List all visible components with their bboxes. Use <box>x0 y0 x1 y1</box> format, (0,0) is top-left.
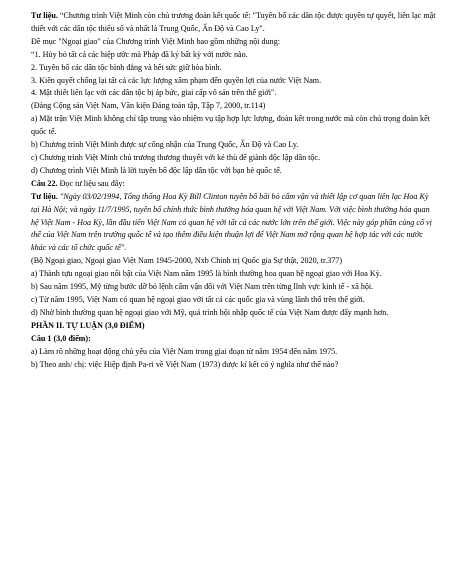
source1-item-4: 4. Mật thiết liên lạc với các dân tộc bị áp bức, giai cấp vô sản trên thế giới". <box>31 88 277 98</box>
source1-option-c: c) Chương trình Việt Minh chủ trương thương thuyết với kẻ thù để giành độc lập dân tộc. <box>31 152 321 162</box>
question22-label: Câu 22. <box>31 178 58 188</box>
source1-text: “Chương trình Việt Minh còn chủ trương đoàn kết quốc tế: "Tuyên bố các dân tộc được quyền tự quyết, liên lạc mật thiết với các dân tộc thiểu số và nhất là Trung Quốc, Ấn Độ và Cao Ly". <box>31 11 436 33</box>
source1-paragraph <box>31 10 436 36</box>
question22-prompt: Đọc tư liệu sau đây: <box>59 178 125 188</box>
question22-source-label: Tư liệu. <box>31 191 58 201</box>
question22-citation: (Bộ Ngoại giao, Ngoại giao Việt Nam 1945-2000, Nxb Chính trị Quốc gia Sự thật, 2020, tr.377) <box>31 256 343 266</box>
part2-question1-item-a: a) Làm rõ những hoạt động chủ yếu của Việt Nam trong giai đoạn từ năm 1954 đến năm 1975. <box>31 347 338 357</box>
source1-label: Tư liệu. <box>31 11 58 20</box>
question22-option-b: b) Sau năm 1995, Mỹ từng bước dỡ bỏ lệnh cấm vận đối với Việt Nam trên từng lĩnh vực kinh tế - xã hội. <box>31 282 374 292</box>
question22-option-c: c) Từ năm 1995, Việt Nam có quan hệ ngoại giao với tất cả các quốc gia và vùng lãnh thổ trên thế giới. <box>31 294 365 304</box>
question22-option-a: a) Thành tựu ngoại giao nổi bật của Việt Nam năm 1995 là bình thường hoa quan hệ ngoại giao với Hoa Kỳ. <box>31 269 382 279</box>
question22-source-paragraph <box>31 191 436 256</box>
question22-quote: "Ngày 03/02/1994, Tổng thống Hoa Kỳ Bill Clinton tuyên bố bãi bỏ cấm vận và thiết lập cơ quan liên lạc Hoa Kỳ tại Hà Nội; và ngày 11/7/1995, tuyên bố chính thức bình thường hóa quan hệ với Việt Nam. Với việc bình thường hóa quan hệ Việt Nam - Hoa Kỳ, lần đầu tiên Việt Nam có quan hệ với tất cả các nước lớn trên thế giới. Việc này góp phần củng cố vị thế của Việt Nam trên trường quốc tế và tạo thêm điều kiện thuận lợi để Việt Nam mở rộng quan hệ hợp tác với các nước khác và các tổ chức quốc tế". <box>31 191 432 253</box>
question22-header <box>31 178 436 191</box>
part2-question1-item-b: b) Theo anh/ chị: việc Hiệp định Pa-ri về Việt Nam (1973) được kí kết có ý nghĩa như thế nào? <box>31 359 339 369</box>
source1-intro: Đề mục "Ngoại giao" của Chương trình Việt Minh bao gồm những nội dung: <box>31 36 280 46</box>
source1-option-a: a) Mặt trận Việt Minh không chỉ tập trung vào nhiệm vụ tập hợp lực lượng, đoàn kết trong nước mà còn chú trọng đoàn kết quốc tế. <box>31 114 430 137</box>
part2-heading: PHẦN II. TỰ LUẬN (3,0 ĐIỂM) <box>31 321 145 331</box>
source1-citation: (Đảng Cộng sản Việt Nam, Văn kiện Đảng toàn tập, Tập 7, 2000, tr.114) <box>31 101 266 111</box>
source1-item-2: 2. Tuyên bố các dân tộc bình đẳng và hết sức giữ hòa bình. <box>31 62 222 72</box>
source1-option-d: d) Chương trình Việt Minh là lời tuyên bố độc lập dân tộc với bạn bè quốc tế. <box>31 165 282 175</box>
source1-item-3: 3. Kiên quyết chống lại tất cả các lực lượng xâm phạm đến quyền lợi của nước Việt Nam. <box>31 75 322 85</box>
source1-option-b: b) Chương trình Việt Minh được sự công nhận của Trung Quốc, Ấn Độ và Cao Ly. <box>31 140 299 150</box>
source1-item-1: “1. Hủy bỏ tất cả các hiệp ước mà Pháp đã ký bất kỳ với nước nào. <box>31 49 248 59</box>
question22-option-d: d) Nhờ bình thường quan hệ ngoại giao với Mỹ, quá trình hội nhập quốc tế của Việt Nam được đẩy mạnh hơn. <box>31 307 389 317</box>
part2-question1-label: Câu 1 (3,0 điểm): <box>31 334 91 344</box>
